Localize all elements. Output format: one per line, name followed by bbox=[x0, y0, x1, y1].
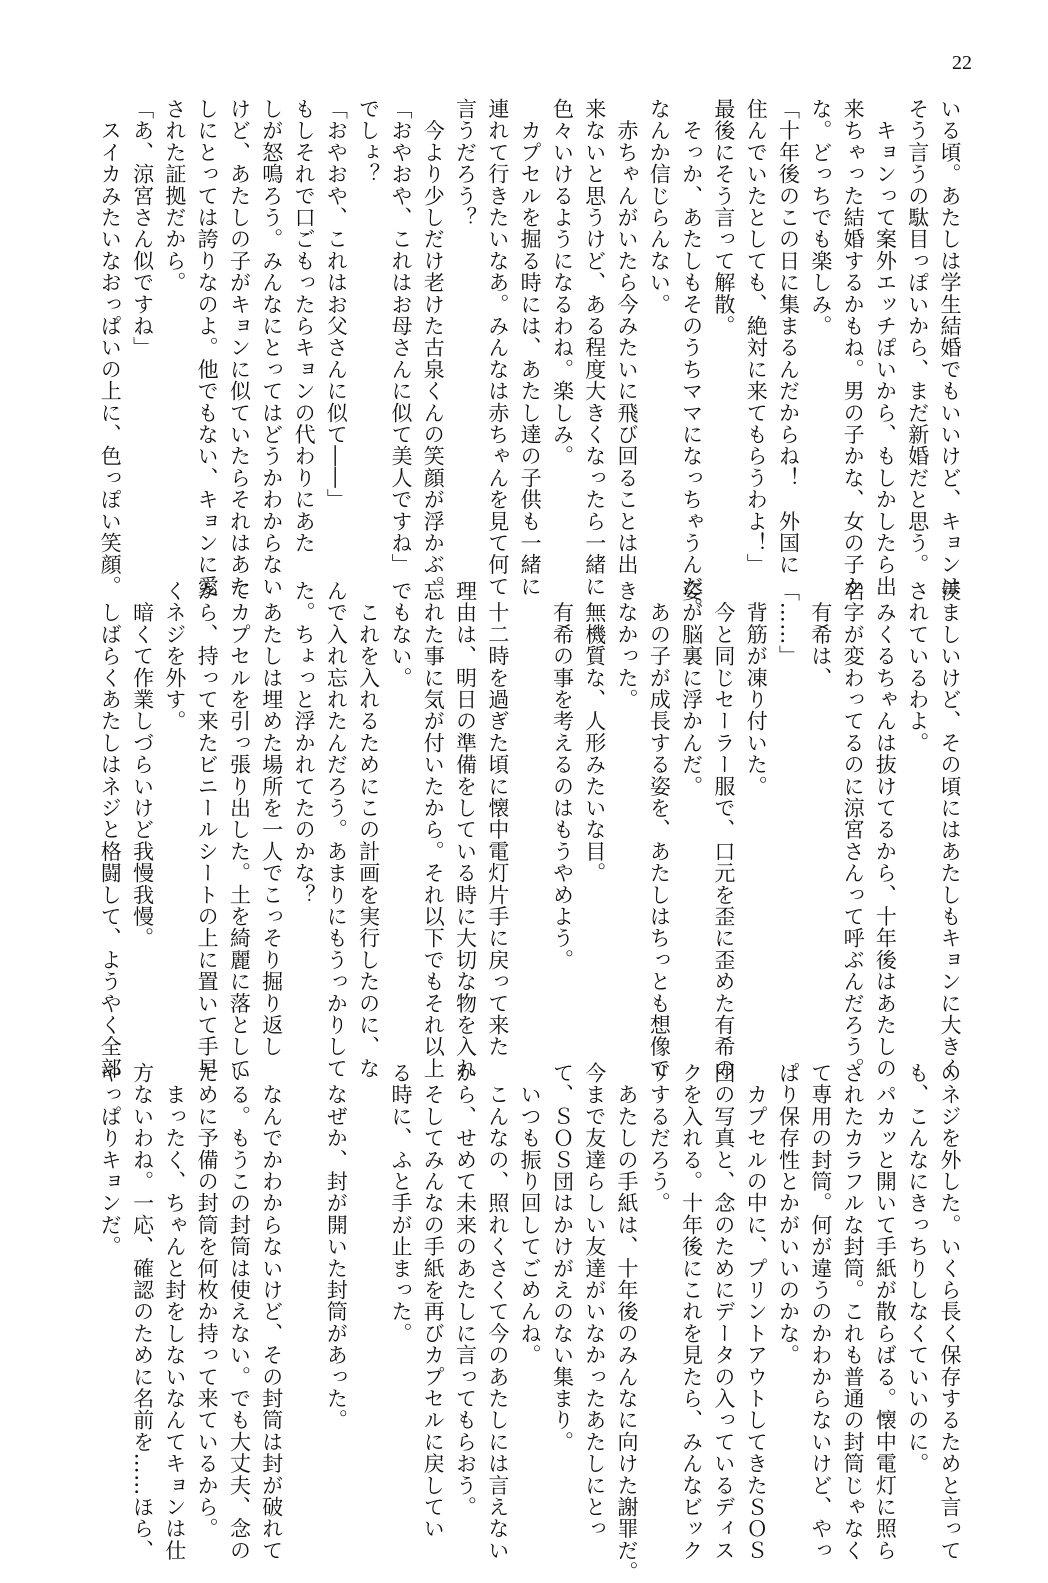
text-line: 「おやおや、これはお母さんに似て美人ですね」 bbox=[388, 98, 413, 576]
text-line: されているわよ。 bbox=[905, 580, 930, 754]
text-line: そっか、あたしもそのうちママになっちゃうんだ。 bbox=[679, 98, 704, 619]
text-line: キョンって案外エッチぽいから、もしかしたら出 bbox=[873, 98, 898, 598]
text-line: まったく、ちゃんと封をしないなんてキョンは仕 bbox=[162, 1062, 187, 1562]
text-line: やっぱりキョンだ。 bbox=[98, 1062, 123, 1258]
text-line: 来ないと思うけど、ある程度大きくなったら一緒に bbox=[582, 98, 607, 598]
text-line: 忘れた事に気が付いたから。それ以下でもそれ以上 bbox=[421, 580, 446, 1080]
text-line: いる。もうこの封筒は使えない。でも大丈夫、念の bbox=[227, 1062, 252, 1562]
text-line: ぱり保存性とかがいいのかな。 bbox=[776, 1062, 801, 1366]
text-line: 連れて行きたいなあ。みんなは赤ちゃんを見て何て bbox=[485, 98, 510, 598]
text-line: 羨ましいけど、その頃にはあたしもキョンに大きく bbox=[938, 580, 962, 1080]
text-line: された証拠だから。 bbox=[162, 98, 187, 294]
text-line: なぜか、封が開いた封筒があった。 bbox=[324, 1062, 349, 1431]
text-line: そしてみんなの手紙を再びカプセルに戻してい bbox=[421, 1062, 446, 1540]
text-line: た。ちょっと浮かれてたのかな？ bbox=[292, 580, 317, 906]
text-tier-bottom bbox=[98, 1062, 966, 1583]
text-line: も、こんなにきっちりしなくていいのに。 bbox=[905, 1062, 930, 1475]
text-line: 有希は、 bbox=[808, 580, 833, 689]
text-line: 団の写真と、念のためにデータの入っているディス bbox=[711, 1062, 736, 1562]
text-line: 今と同じセーラー服で、口元を歪に歪めた有希の bbox=[711, 580, 736, 1080]
text-line: 赤ちゃんがいたら今みたいに飛び回ることは出 bbox=[615, 98, 640, 576]
text-line: て専用の封筒。何が違うのかわからないけど、やっ bbox=[808, 1062, 833, 1562]
text-line: んで入れ忘れたんだろう。あまりにもうっかりして bbox=[324, 580, 349, 1080]
text-line: 言うだろう？ bbox=[453, 98, 478, 229]
text-line: ために予備の封筒を何枚か持って来ているから。 bbox=[195, 1062, 220, 1540]
text-line: 色々いけるようになるわね。楽しみ。 bbox=[550, 98, 575, 467]
text-line: のネジを外した。いくら長く保存するためと言って bbox=[938, 1062, 962, 1562]
text-line: 姿が脳裏に浮かんだ。 bbox=[679, 580, 704, 797]
text-line: けど、あたしの子がキョンに似ていたらそれはあた bbox=[227, 98, 252, 598]
text-line: て、ＳＯＳ団はかけがえのない集まり。 bbox=[550, 1062, 575, 1453]
text-line: あたしの手紙は、十年後のみんなに向けた謝罪だ。 bbox=[615, 1062, 640, 1583]
text-line: されたカラフルな封筒。これも普通の封筒じゃなく bbox=[841, 1062, 866, 1562]
text-line: 来ちゃった結婚するかもね。男の子かな、女の子か bbox=[841, 98, 866, 598]
text-line: 暗くて作業しづらいけど我慢我慢。 bbox=[130, 580, 155, 949]
text-line: カプセルの中に、プリントアウトしてきたＳＯＳ bbox=[744, 1062, 769, 1562]
text-line: カプセルを掘る時には、あたし達の子供も一緒に bbox=[518, 98, 543, 598]
text-tier-middle bbox=[98, 580, 966, 1080]
text-line: でしょ？ bbox=[356, 98, 381, 185]
text-line: る時に、ふと手が止まった。 bbox=[388, 1062, 413, 1345]
text-line: 無機質な、人形みたいな目。 bbox=[582, 580, 607, 884]
text-line: みくるちゃんは抜けてるから、十年後はあたしの bbox=[873, 580, 898, 1080]
text-line: 住んでいたとしても、絶対に来てもらうわよ！」 bbox=[744, 98, 769, 576]
text-line: 最後にそう言って解散。 bbox=[711, 98, 736, 337]
text-line bbox=[352, 1062, 384, 1507]
text-line: クを入れる。十年後にこれを見たら、みんなビック bbox=[679, 1062, 704, 1562]
text-line: あたしは埋めた場所を一人でこっそり掘り返し bbox=[259, 580, 284, 1058]
text-line: 理由は、明日の準備をしている時に大切な物を入れ bbox=[453, 580, 478, 1080]
text-line: そう言うの駄目っぽいから、まだ新婚だと思う。 bbox=[905, 98, 930, 576]
text-line: 背筋が凍り付いた。 bbox=[744, 580, 769, 797]
text-line: から、せめて未来のあたしに言ってもらおう。 bbox=[453, 1062, 478, 1518]
text-line: 名字が変わってるのに涼宮さんって呼ぶんだろう。 bbox=[841, 580, 866, 1080]
text-line: スイカみたいなおっぱいの上に、色っぽい笑顔。 bbox=[98, 98, 123, 598]
text-line: くネジを外す。 bbox=[162, 580, 187, 732]
text-line: 今より少しだけ老けた古泉くんの笑顔が浮かぶ。 bbox=[421, 98, 446, 598]
text-line: いる頃。あたしは学生結婚でもいいけど、キョンは bbox=[938, 98, 962, 598]
text-line: な。どっちでも楽しみ。 bbox=[808, 98, 833, 337]
text-line: 「おやおや、これはお父さんに似て――」 bbox=[324, 98, 349, 511]
text-line: 方ないわね。一応、確認のために名前を……ほら、 bbox=[130, 1062, 155, 1562]
text-line: でもない。 bbox=[388, 580, 413, 689]
text-line: こんなの、照れくさくて今のあたしには言えない bbox=[485, 1062, 510, 1562]
text-line: から、持って来たビニールシートの上に置いて手早 bbox=[195, 580, 220, 1080]
text-line bbox=[514, 580, 546, 1025]
text-line: 「十年後のこの日に集まるんだからね！ 外国に bbox=[776, 98, 801, 576]
text-tier-top bbox=[98, 98, 966, 619]
text-line: 今まで友達らしい友達がいなかったあたしにとっ bbox=[582, 1062, 607, 1540]
text-line: あの子が成長する姿を、あたしはちっとも想像で bbox=[647, 580, 672, 1080]
text-line: てカプセルを引っ張り出した。土を綺麗に落として bbox=[227, 580, 252, 1080]
text-line: リするだろう。 bbox=[647, 1062, 672, 1214]
page-number: 22 bbox=[952, 52, 972, 74]
text-line: 「あ、涼宮さん似ですね」 bbox=[130, 98, 155, 359]
text-line: しが怒鳴ろう。みんなにとってはどうかわからない bbox=[259, 98, 284, 598]
text-line: 有希の事を考えるのはもうやめよう。 bbox=[550, 580, 575, 971]
text-line: しばらくあたしはネジと格闘して、ようやく全部 bbox=[98, 580, 123, 1080]
text-line: なんでかわからないけど、その封筒は封が破れて bbox=[259, 1062, 284, 1562]
text-line bbox=[288, 1062, 320, 1507]
text-line: 「……」 bbox=[776, 580, 801, 667]
text-line: これを入れるためにこの計画を実行したのに、な bbox=[356, 580, 381, 1080]
text-line: しにとっては誇りなのよ。他でもない、キョンに愛 bbox=[195, 98, 220, 598]
text-line: 十二時を過ぎた頃に懐中電灯片手に戻って来た bbox=[485, 580, 510, 1058]
text-line: もしそれで口ごもったらキョンの代わりにあた bbox=[292, 98, 317, 554]
text-line: なんか信じらんない。 bbox=[647, 98, 672, 315]
text-line: いつも振り回してごめんね。 bbox=[518, 1062, 543, 1366]
text-line: きなかった。 bbox=[615, 580, 640, 711]
text-line: パカッと開いて手紙が散らばる。懐中電灯に照ら bbox=[873, 1062, 898, 1562]
